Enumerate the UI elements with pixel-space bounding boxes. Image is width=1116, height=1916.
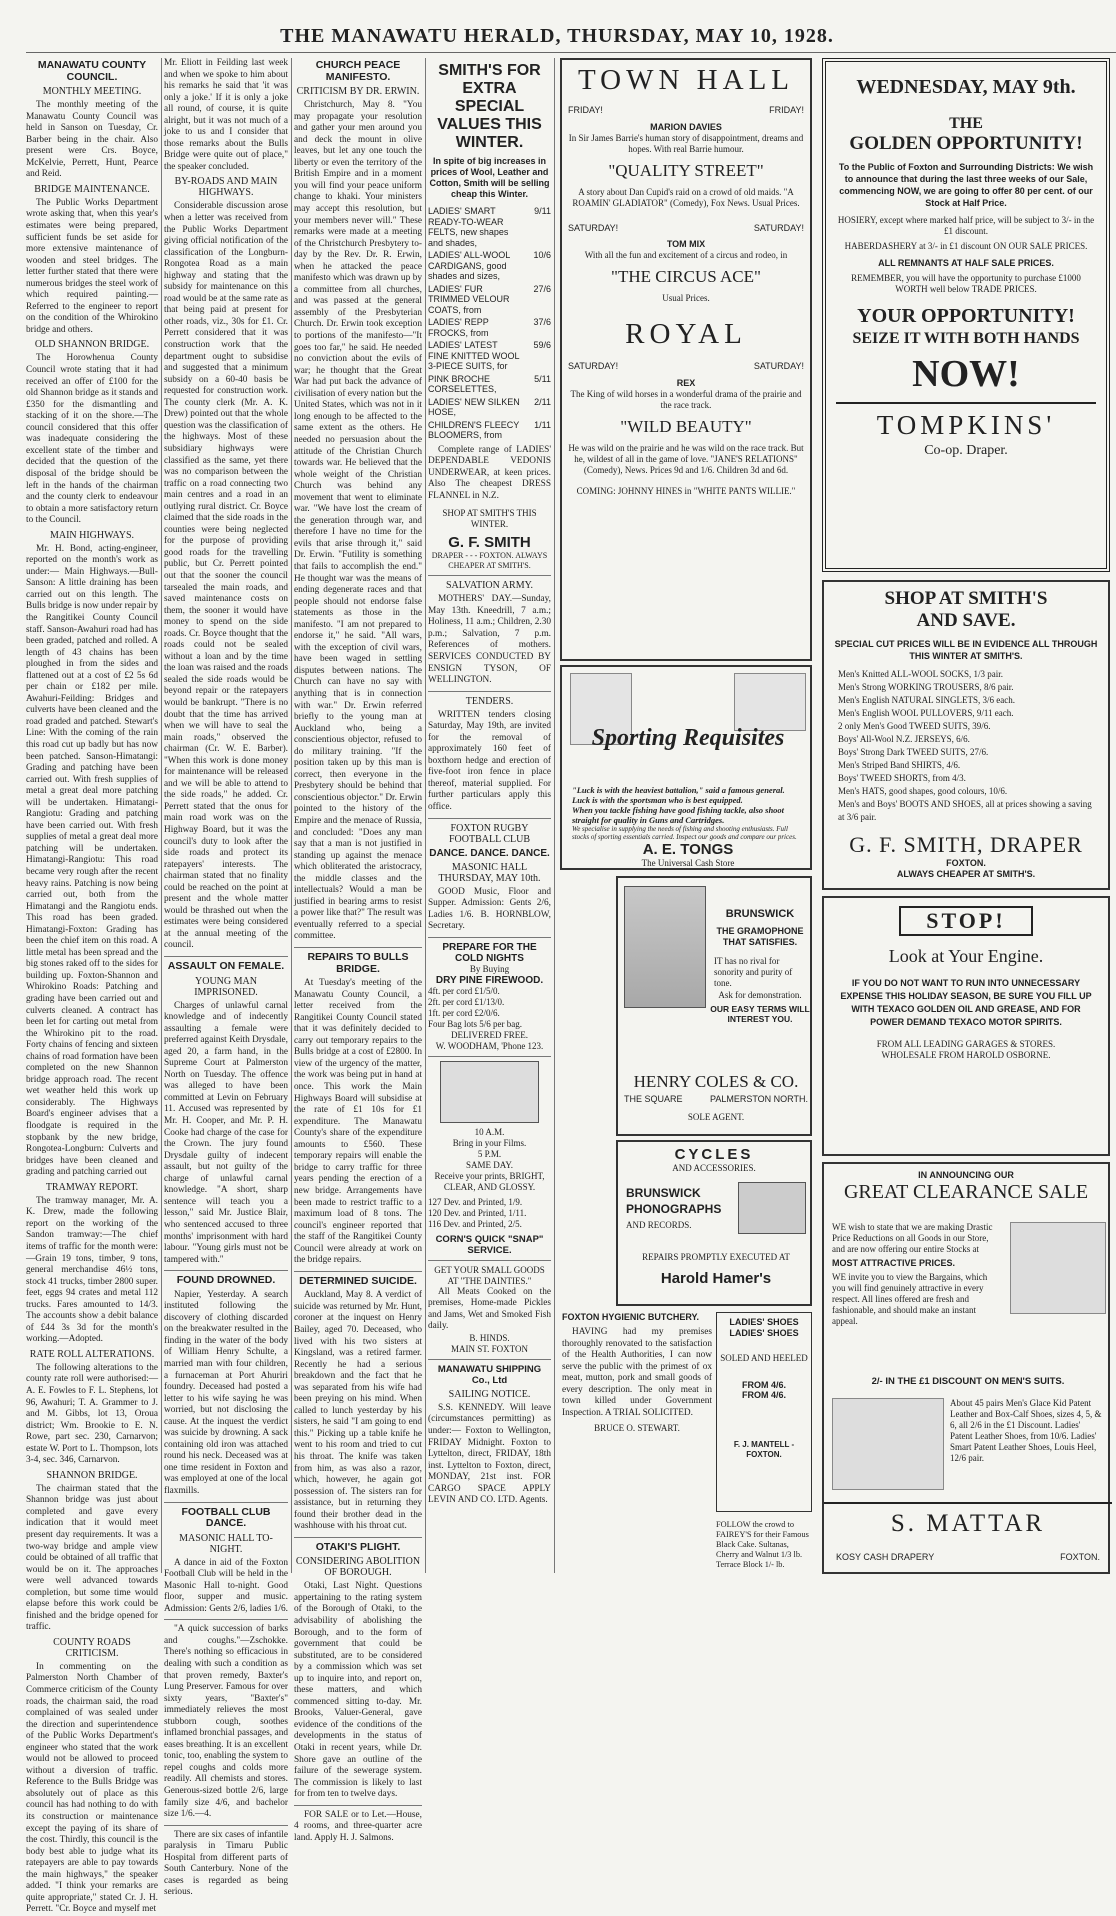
phonograph-picture [738,1182,806,1234]
article-text: The chairman stated that the Shannon bridge was just about completed and gave every indication that it would meet present day requirements. It was a two-way bridge and ample view could be obtained of all traffic that would be on it. The approaches were well advanced towards completion, but some time would elapse before this work could be finished and the bridge opened for traffic. [26,1483,158,1633]
mantell-price: FROM 4/6. [741,1390,786,1400]
article-title: REPAIRS TO BULLS BRIDGE. [307,951,409,975]
smith-ad-shop: SHOP AT SMITH'S THIS WINTER. [442,508,537,530]
town-hall-ad [560,58,812,661]
article-title: ASSAULT ON FEMALE. [167,960,285,973]
rugby-text: GOOD Music, Floor and Supper. Admission: Gents 2/6, Ladies 1/6. B. HORNBLOW, Secretary. [428,886,551,932]
hunter-picture [734,673,806,731]
article-title: OTAKI'S PLIGHT. [315,1540,401,1553]
film-camera-picture [440,1061,539,1123]
article-title: FOUND DROWNED. [176,1274,276,1287]
shipping-sub: SAILING NOTICE. [448,1388,531,1400]
smith-item-text: PINK BROCHE CORSELETTES, [428,373,497,394]
shoe-picture [1010,1222,1106,1314]
section-heading: MAIN HIGHWAYS. [49,529,135,541]
texaco-wholesale: WHOLESALE FROM HAROLD OSBORNE. [881,1050,1051,1060]
smith-item-text: LADIES' FUR TRIMMED VELOUR COATS, from [428,283,510,315]
article-text: The Public Works Department wrote asking that, when this year's estimates were being prepared, sufficient funds be set aside for more extensive maintenance of wooden and steel bridges. The letter further stated that there were numerous bridges the steel work of which required painting.—Referred to the engineer to report on the condition of the Whirokino bridge and others. [26,197,158,335]
section-heading: OLD SHANNON BRIDGE. [34,339,150,351]
mattar-text: WE wish to state that we are making Drastic Price Reductions on all Goods in our Store, and are now offering our entire Stocks at [832,1222,993,1254]
article-subtitle: CRITICISM BY DR. ERWIN. [296,86,420,98]
mantell-price: FROM 4/6. [741,1380,786,1390]
brunswick-city: PALMERSTON NORTH. [709,1094,808,1104]
smith-price-row [428,374,551,395]
smith-price-row [428,250,551,282]
article-text: Mr. Eliott in Feilding last week and when we spoke to him about his remarks he said that 'it was only a joke.' If it is only a joke all round, of course, it is quite alright, but it was not much of a joke to us and I consider that those remarks about the Bulls Bridge were quite out of place," the speaker concluded. [164,58,288,172]
tenders-heading: TENDERS. [465,695,514,707]
smiths-item: Boys' Strong Dark TWEED SUITS, 27/6. [838,747,989,757]
snap-price: 116 Dev. and Printed, 2/5. [428,1218,522,1229]
brunswick-name: HENRY COLES & CO. [633,1072,799,1091]
smith-item-price: 37/6 [533,317,551,327]
firewood-price: 4ft. per cord £1/5/0. [428,985,500,996]
firewood-heading: PREPARE FOR THE COLD NIGHTS [442,941,537,964]
article-text: Otaki, Last Night. Questions appertaining to the rating system of the Borough of Otaki, to the advisability of abolishing the Borough, and to the form of government that could be substituted, are to be considered by a commission which was set up to inquire into, and report on, these matters, and which commenced sitting to-day. Mr. Brooks, Valuer-General, gave evidence of the conditions of the developments in the status of Otaki in recent years, while Dr. Shore gave an outline of the failure of the sewerage system. The commission is likely to last for from ten to twelve days. [294,1581,422,1800]
mantell-ad [716,1312,812,1512]
column-3 [294,58,422,1843]
rugby-where: MASONIC HALL THURSDAY, MAY 10th. [438,861,541,884]
smith-item-price: 5/11 [534,373,551,384]
firewood-prices [428,986,551,1030]
brunswick-ask: Ask for demonstration. [718,990,802,1000]
film-title: "WILD BEAUTY" [620,416,752,436]
butchery-text: HAVING had my premises thoroughly renovated to the satisfaction of the Health Authorities, I can now serve the public with the primest of ox meat, mutton, pork and small goods of every description. The only meat in town killed under Government Inspection. A TRIAL SOLICITED. [562,1327,712,1418]
firewood-price: 1ft. per cord £2/0/6. [428,1007,500,1018]
saturday-label: SATURDAY! [753,222,804,233]
section-heading: RATE ROLL ALTERATIONS. [29,1348,155,1360]
smith-item-text: LADIES' LATEST FINE KNITTED WOOL 3-PIECE SUITS, for [428,340,520,371]
cycles-repairs: REPAIRS PROMPTLY EXECUTED AT [642,1252,790,1262]
saturday-label: SATURDAY! [753,361,804,371]
shipping-text: S.S. KENNEDY. Will leave (circumstances permitting) as under:— Foxton to Wellington, FRIDAY Midnight. Foxton to Lyttelton, direct, FRIDAY, 18th inst. Lyttelton to Foxton, direct, MONDAY, 21st inst. FOR CARGO SPACE APPLY LEVIN AND CO. LTD. Agents. [428,1402,551,1506]
column-rule [425,58,426,1573]
smiths-item: Boys' TWEED SHORTS, from 4/3. [838,773,966,783]
stop-title: STOP! [926,908,1006,933]
texaco-garages: FROM ALL LEADING GARAGES & STORES. [876,1039,1056,1049]
mantell-name: F. J. MANTELL - FOXTON. [733,1440,795,1459]
article-subtitle: MONTHLY MEETING. [42,86,142,98]
smiths-price-list [824,668,1108,824]
brunswick-addr: THE SQUARE [624,1094,683,1104]
film-extra: A story about Dan Cupid's raid on a crowd of old maids. "A ROAMIN' GLADIATOR" (Comedy), Fox News. Usual Prices. [572,186,800,208]
tompkins-remember: REMEMBER, you will have the opportunity to purchase £1000 WORTH well below TRADE PRICES. [851,273,1081,294]
film-desc: With all the fun and excitement of a circus and rodeo, in [584,250,788,260]
butchery-name: BRUCE O. STEWART. [594,1423,680,1434]
smith-ad-name: G. F. SMITH [448,534,531,552]
salvation-text: MOTHERS' DAY.—Sunday, May 13th. Kneedrill, 7 a.m.; Holiness, 11 a.m.; Children, 2.30 p.m.; Salvation, 7 p.m. References of mothers. SERVICES CONDUCTED BY ENSIGN TYSON, OF WELLINGTON. [428,594,551,686]
tompkins-haber: HABERDASHERY at 3/- in £1 discount ON OUR SALE PRICES. [844,241,1088,251]
smiths-intro: SPECIAL CUT PRICES WILL BE IN EVIDENCE ALL THROUGH THIS WINTER AT SMITH'S. [834,639,1098,661]
section-heading: TRAMWAY REPORT. [45,1181,139,1193]
tompkins-the: THE [949,115,983,132]
snap-line: Receive your prints, BRIGHT, CLEAR, AND GLOSSY. [434,1170,545,1192]
smiths-ad [822,580,1110,890]
tompkins-now: NOW! [912,353,1020,395]
mattar-ad [822,1162,1110,1574]
rugby-heading: FOXTON RUGBY FOOTBALL CLUB [448,822,531,845]
smiths-title: AND SAVE. [916,610,1016,631]
classified-text: FOR SALE or to Let.—House, 4 rooms, and three-quarter acre land. Apply H. J. Salmons. [294,1809,422,1843]
snap-line: SAME DAY. [465,1159,514,1170]
article-text: Mr. H. Bond, acting-engineer, reported on the month's work as under:— Main Highways.—Bull-Sanson: A little draining has been carried out on this length. The Bulls bridge is now under repair by the Rangitikei County Council staff. Sanson-Awahuri road had has been graded, patched and rolled. A length of 43 chains has been ploughed in from the sides and flattened out at a cost of £2 5s 6d per chain or £182 per mile. Awahuri-Feilding: Bridges and culverts have been cleaned and the road graded and patched. Stewart's Line: With the coming of the rain this road cut up badly but has now been patched. Sanson-Himatangi: Grading and patching have been carried out. With fresh supplies of metal a great deal more patching will be undertaken. Himatangi-Rangiotu: Grading and patching have been carried out. With fresh supplies of metal a great deal more patching will be undertaken. Himatangi-Rangiotu: This road became very rough after the recent heavy rains. Patching is now being carried out, both from the Himatangi and the Rangiotu ends. This road has been graded. Himatangi-Foxton: Grading has been the chief item on this road. A little metal has been spread and the big stones raked off to the sides for building up. Foxton-Shannon and Whirokino Roads: Patching and grading have been carried out and culverts cleaned. A contract has been let for carting out metal from the Whirokino pit to the road. Forty chains of fencing and sixteen chains of road formation have been completed on the new Shannon bridge approach road. The recent wet weather held this work up considerably. The Highways Board's engineer advises that a floodgate is required in the stopbank by the new bridge, Rongotea-Longburn: Culverts and bridges have been cleaned and grading and patching carried out [26,543,158,1178]
mattar-discount: 2/- IN THE £1 DISCOUNT ON MEN'S SUITS. [871,1376,1065,1387]
friday-label: FRIDAY! [568,105,603,115]
article-title: MANAWATU COUNTY COUNCIL. [37,59,147,83]
article-text: Charges of unlawful carnal knowledge and of indecently assaulting a female were preferred against Keith Drysdale, aged 20, a farm hand, in the Supreme Court at Palmerston North on Tuesday. The offence was alleged to have been committed at Levin on February 11. Accused was represented by Mr. H. Cooper, and Mr. P. H. Cooke had charge of the case for the Crown. The jury found Drysdale guilty of indecent assault, but not guilty of the charge of unlawful carnal knowledge. "A short, sharp sentence will teach you a lesson," said Mr. Justice Blair, who sentenced accused to three months' imprisonment with hard labour. "Young girls must not be tampered with." [164,1000,288,1265]
snap-name: CORN'S QUICK "SNAP" SERVICE. [435,1233,544,1256]
article-subtitle: YOUNG MAN IMPRISONED. [194,975,258,998]
article-title: CHURCH PEACE MANIFESTO. [315,59,401,83]
smiths-item: Men's English WOOL PULLOVERS, 9/11 each. [838,708,1014,718]
mattar-foot: FOXTON. [1060,1552,1100,1562]
snap-price: 127 Dev. and Printed, 1/9. [428,1196,523,1207]
masthead [0,0,1114,52]
mattar-title: GREAT CLEARANCE SALE [843,1181,1089,1203]
mattar-shoes: About 45 pairs Men's Glace Kid Patent Leather and Box-Calf Shoes, sizes 4, 5, & 6, all 2/6 in the £1 Discount. Ladies' Patent Leather Shoes, from 10/6. Ladies' Smart Patent Leather Shoes, Louis Heel, 12/6 pair. [950,1398,1102,1463]
section-heading: SHANNON BRIDGE. [46,1469,138,1481]
tongs-quote: "Luck is with the heaviest battalion," said a famous general. Luck is with the sportsman who is best equipped. [572,785,785,805]
smiths-item: Men's English NATURAL SINGLETS, 3/6 each. [838,695,1016,705]
tompkins-ad [822,58,1110,572]
column-rule [161,58,162,1573]
smith-item-price: 9/11 [534,206,551,216]
firewood-deliver: DELIVERED FREE. [451,1029,528,1040]
smiths-item: Men's HATS, good shapes, good colours, 10/6. [838,786,1008,796]
smiths-item: Men's Striped Band SHIRTS, 4/6. [838,760,961,770]
tompkins-remnants: ALL REMNANTS AT HALF SALE PRICES. [878,258,1054,268]
article-text: Napier, Yesterday. A search instituted following the discovery of clothing discarded on the breakwater resulted in the finding in the water of the body of William Henry Schulte, a married man with four children, a furnaceman at Port Ahuriri foundry. Deceased had posted a letter to his wife saying he was worried, but not disclosing the cause. At the inquest the verdict was suicide by drowning. A sack containing old iron was attached round his neck. Deceased was at one time resident in Foxton and was employed at one of the local flaxmills. [164,1289,288,1496]
article-text: A dance in aid of the Foxton Football Club will be held in the Masonic Hall to-night. Good floor, supper and music. Admission: Gents 2/6, ladies 1/6. [164,1557,288,1614]
texaco-ad [822,896,1110,1156]
film-desc: In Sir James Barrie's human story of disappointment, dreams and hopes. With real Barrie humour. [568,132,804,154]
smith-item-text: LADIES' SMART READY-TO-WEAR FELTS, new shapes and shades, [428,206,509,248]
column-rule [291,58,292,1573]
salvation-heading: SALVATION ARMY. [445,580,534,592]
article-subtitle: CONSIDERING ABOLITION OF BOROUGH. [295,1556,421,1579]
smith-price-row [428,206,551,248]
texaco-text: IF YOU DO NOT WANT TO RUN INTO UNNECESSARY EXPENSE THIS HOLIDAY SEASON, BE SURE YOU FILL UP WITH TEXACO GOLDEN OIL AND GREASE, AND FOR POWER DEMAND TEXACO MOTOR SPIRITS. [840,978,1092,1027]
article-text: The tramway manager, Mr. A. K. Drew, made the following report on the working of the Sandon tramway:—The chief items of traffic for the month were:—Grain 19 tons, timber, 9 tons, general merchandise 46½ tons, stock 41 trucks, timber 2800 super. feet, eggs 94 crates and metal 112 trucks. Fares amounted to 14/3. The accounts show a debit balance of £44 3s 3d for the month's working.—Adopted. [26,1195,158,1345]
film-title: "QUALITY STREET" [608,160,764,180]
film-desc: The King of wild horses in a wonderful drama of the prairie and the race track. [570,388,802,410]
tompkins-name: TOMPKINS' [876,410,1056,440]
mens-shoe-picture [832,1398,944,1490]
tongs-name: A. E. TONGS [642,841,734,858]
mattar-invite: WE invite you to view the Bargains, which you will find genuinely attractive in every respect. All lines offered are fresh and fashionable, and should make an instant appeal. [832,1272,988,1326]
firewood-buy: By Buying [469,963,510,974]
butchery-ad [562,1312,712,1570]
smith-price-row [428,317,551,338]
brunswick-title: BRUNSWICK [725,908,795,920]
article-text: In commenting on the Palmerston North Chamber of Commerce criticism of the County roads, the chairman said, the road complained of was sealed under the direction and superintendence of the Public Works Department's engineer who stated that the work would not be allowed to proceed without a diversion of traffic. Reference to the Bulls Bridge was absolutely out of place as this council has had nothing to do with its construction or maintenance except the paying of its share of the cost. Thirdly, this council is the body best able to judge what its ratepayers are able to pay towards the main highways," the speaker added. "I think your remarks are quite appropriate," stated Cr. J. H. Perrett. "Cr. Boyce and myself met [26,1661,158,1915]
article-title: FOOTBALL CLUB DANCE. [181,1505,271,1530]
snap-lines [428,1127,551,1193]
tenders-text: WRITTEN tenders closing Saturday, May 19th, are invited for the removal of approximately 160 feet of boxthorn hedge and erection of five-foot iron fence in place thereof, material supplied. For further particulars apply this office. [428,709,551,812]
smith-item-text: LADIES' ALL-WOOL CARDIGANS, good shades and sizes, [428,250,510,281]
tompkins-hosiery: HOSIERY, except where marked half price, will be subject to 3/- in the £1 discount. [837,215,1095,236]
smith-price-row [428,284,551,316]
film-title: "THE CIRCUS ACE" [611,267,761,286]
article-text: At Tuesday's meeting of the Manawatu County Council, a letter received from the Rangitikei County Council stated that it was definitely decided to carry out temporary repairs to the Bulls bridge at a cost of £2800. In view of the urgency of the matter, the work was being put in hand at once. This work the Main Highways Board will subsidise at the rate of £1 10s for £1 expenditure. The Manawatu County's share of the expenditure amounts to £560. These temporary repairs will enable the bridge to carry traffic for three years pending the erection of a new bridge. Arrangements have been made to restrict traffic to a maximum load of 8 tons. The council's engineer reported that the staff of the Rangitikei County Council were already at work on the bridge repairs. [294,978,422,1266]
cycles-ad [616,1140,812,1306]
smith-item-text: CHILDREN'S FLEECY BLOOMERS, from [428,419,520,440]
article-text: Christchurch, May 8. "You may propagate your resolution and gather your men around you and deck the mount in olive leaves, but let any one touch the liberty or even the territory of the British Empire and in a moment you will find your peace uniform change to khaki. Your ministers may accept this resolution, but your members never will." These remarks were made at a meeting of the Christchurch Presbytery to-day by the Rev. Dr. R. Erwin, when he attacked the peace manifesto which was drawn up by a committee from all churches, and was passed at the general assembly of the Presbyterian Church. Dr. Erwin took exception to portions of the manifesto—"It goes too far," he said. He needed no conviction about the evils of war; he thought that the Great War had put back the advance of civilisation of every nation but the United States, which was not in it long enough to be affected to the same extent as the others. He needed no persuasion about the attitude of the Christian Church towards war. He believed that the whole weight of the Christian Church was behind any movement that went to eliminate war. "We have lost the cream of the generation through war, and therefore I have no time for the evils that arise through it," said Dr. Erwin. "Futility is something that fails to accomplish the end." He thought war was the means of ending degenerate races and that people should not endorse false statements as those in the manifesto. "I am not prepared to endorse it," he said. "All wars, with the exception of civil wars, have been waged in settling disputes between nations. The Church can have no say with anything that is in connection with war." Dr. Erwin referred briefly to the young man at Auckland who, being a conscientious objector, refused to do military training. "If the position taken up by this man is correct, then everyone in the Presbytery should be behind that conscientious objector." Dr. Erwin pointed to the history of the Empire and the menace of Russia, and concluded: "Does any man say that a man is not justified in standing up against the menace which obliterated the aristocracy, the middle classes and the intellectuals? Would a man be justified in bearing arms to resist a power like that?" The result was eventually referred to a special committee. [294,100,422,942]
saturday-label: SATURDAY! [568,222,619,233]
snap-line: 10 A.M. [474,1126,505,1137]
brunswick-terms: OUR EASY TERMS WILL INTEREST YOU. [710,1004,810,1024]
column-4 [428,58,551,1573]
star-name: MARION DAVIES [650,121,722,132]
smith-price-row [428,340,551,372]
film-extra: He was wild on the prairie and he was wild on the race track. But he, wildest of all in the game of love. "JANE'S RELATIONS" (Comedy), News. Prices 9d and 1/6. Children 3d and 6d. [568,442,804,475]
sporting-title: Sporting Requisites [591,725,785,751]
firewood-name: W. WOODHAM, 'Phone 123. [435,1040,544,1051]
smith-ad-title: SMITH'S FOR EXTRA SPECIAL VALUES THIS WINTER. [437,62,542,151]
dainties-heading: GET YOUR SMALL GOODS AT "THE DAINTIES." [434,1264,545,1286]
article-subtitle: MASONIC HALL TO-NIGHT. [179,1532,273,1555]
masthead-rule [26,52,1116,53]
dainties-addr: MAIN ST. FOXTON [451,1343,528,1354]
smiths-item: Men's Knitted ALL-WOOL SOCKS, 1/3 pair. [838,669,1004,679]
stop-sign [899,906,1033,936]
tompkins-seize: SEIZE IT WITH BOTH HANDS [852,330,1080,347]
smiths-foxton: FOXTON. [946,858,986,868]
mattar-foot: KOSY CASH DRAPERY [836,1552,935,1562]
smith-item-price: 59/6 [533,340,551,350]
smith-ad-range: Complete range of LADIES' DEPENDABLE VEDONIS UNDERWEAR, at keen prices. Also The cheapest DRESS FLANNEL in N.Z. [428,444,551,501]
snap-line: 5 P.M. [477,1148,502,1159]
dainties-name: B. HINDS. [469,1332,510,1343]
article-text: The Horowhenua County Council wrote stating that it had received an offer of £100 for the old Shannon bridge as it stands and £350 for the dismantling and stacking of it on the shore.—The council considered that this offer was inadequate considering the excellent state of the timber and decided that the question of the disposal of the bridge should be left in the hands of the chairman and the county clerk to endeavour to obtain a more satisfactory return to the Council. [26,353,158,526]
brunswick-ad [616,876,812,1136]
saturday-label: SATURDAY! [568,361,619,371]
smith-ad-foot: DRAPER - - - FOXTON. ALWAYS CHEAPER AT SMITH'S. [431,551,548,571]
royal-title: ROYAL [625,318,747,350]
column-2 [164,58,288,1898]
tongs-ad [560,665,812,870]
dainties-text: All Meats Cooked on the premises, Home-made Pickles and Jams, Wet and Smoked Fish daily. [428,1286,551,1332]
butchery-title: FOXTON HYGIENIC BUTCHERY. [562,1312,700,1322]
smith-item-text: LADIES' NEW SILKEN HOSE, [428,396,520,417]
article-text: The monthly meeting of the Manawatu County Council was held in Sanson on Tuesday, Cr. Barber being in the chair. Also present were Crs. Boyce, McKelvie, Perrett, Hunt, Pearce and Reid. [26,100,158,180]
snap-price: 120 Dev. and Printed, 1/11. [428,1207,527,1218]
tompkins-golden: GOLDEN OPPORTUNITY! [849,133,1083,154]
firewood-price: Four Bag lots 5/6 per bag. [428,1018,522,1029]
article-text: The following alterations to the county rate roll were authorised:— A. E. Fowles to F. L. Stephens, lot 96, Awahuri; T. A. Grammer to J. and M. Gibbs, lot 13, Oroua district; Wm. Brookie to E. N. Rowe, part sec. 230, Carnarvon; estate W. Port to L. Thompson, lots 3-4, sec. 346, Carnarvon. [26,1362,158,1466]
smiths-item: 2 only Men's Good TWEED SUITS, 39/6. [838,721,991,731]
cycles-name: Harold Hamer's [660,1270,772,1287]
brunswick-agent: SOLE AGENT. [687,1112,745,1122]
mattar-name: S. MATTAR [890,1510,1046,1537]
smith-price-row [428,397,551,418]
mantell-title: LADIES' SHOES [729,1328,799,1338]
cycles-brunswick: BRUNSWICK [626,1186,701,1200]
article-title: DETERMINED SUICIDE. [299,1274,417,1287]
mantell-sub: SOLED AND HEELED [720,1353,808,1363]
section-heading: COUNTY ROADS CRITICISM. [53,1636,131,1659]
fairey-ad: FOLLOW the crowd to FAIREY'S for their Famous Black Cake. Sultanas, Cherry and Walnut 1/3 lb. Terrace Block 1/- lb. [716,1520,809,1569]
mattar-announce: IN ANNOUNCING OUR [918,1170,1014,1180]
smiths-cheaper: ALWAYS CHEAPER AT SMITH'S. [896,869,1036,879]
masthead-title: THE MANAWATU HERALD, THURSDAY, MAY 10, 1928. [280,25,834,47]
smith-item-price: 27/6 [533,283,551,294]
mantell-title: LADIES' SHOES [729,1317,799,1327]
firewood-price: 2ft. per cord £1/13/0. [428,996,505,1007]
texaco-look: Look at Your Engine. [888,946,1044,966]
brunswick-sub: THE GRAMOPHONE THAT SATISFIES. [716,926,804,947]
smiths-item: Men's Strong WORKING TROUSERS, 8/6 pair. [838,682,1014,692]
star-name: REX [676,377,696,388]
cycles-phono: PHONOGRAPHS [626,1202,722,1216]
rugby-dance: DANCE. DANCE. DANCE. [429,847,550,859]
cycles-title: CYCLES [674,1146,754,1163]
snap-prices [428,1197,551,1230]
smith-item-text: LADIES' REPP FROCKS, from [428,317,489,338]
smith-ad-intro: In spite of big increases in prices of Wool, Leather and Cotton, Smith will be selling cheap this Winter. [429,156,550,199]
friday-label: FRIDAY! [769,105,804,115]
smiths-item: Boys' All-Wool N.Z. JERSEYS, 6/6. [838,734,970,744]
tongs-small: We specialise in supplying the needs of fishing and shooting enthusiasts. Full stocks of sporting essentials carried. Inspect our goods and compare our prices. [572,825,797,841]
section-heading: BRIDGE MAINTENANCE. [34,183,150,195]
cycles-records: AND RECORDS. [626,1220,692,1230]
gramophone-picture [624,886,706,1008]
article-text: There are six cases of infantile paralysis in Timaru Public Hospital from different parts of South Canterbury. None of the cases is regarded as being serious. [164,1829,288,1898]
tompkins-intro: To the Public of Foxton and Surrounding Districts: We wish to announce that during the last three weeks of our Sale, commencing NOW, we are going to offer 80 per cent. of our Stock at Half Price. [838,162,1094,208]
cycles-sub: AND ACCESSORIES. [672,1163,756,1173]
shipping-heading: MANAWATU SHIPPING Co., Ltd [437,1363,542,1386]
section-heading: BY-ROADS AND MAIN HIGHWAYS. [174,176,278,199]
snap-line: Bring in your Films. [452,1137,527,1148]
tongs-text: When you tackle fishing have good fishing tackle, also shoot straight for quality in Guns and Cartridges. [572,805,785,825]
smith-item-price: 10/6 [533,250,551,260]
tongs-sub: The Universal Cash Store [641,858,735,868]
smiths-item: Men's and Boys' BOOTS AND SHOES, all at prices showing a saving at 3/6 pair. [838,799,1092,822]
brunswick-text: IT has no rival for sonority and purity of tone. [714,956,793,988]
smith-price-list [428,206,551,441]
mattar-attractive: MOST ATTRACTIVE PRICES. [832,1258,956,1268]
column-1 [26,58,158,1915]
smiths-name: G. F. SMITH, DRAPER [849,832,1083,857]
tompkins-sub: Co-op. Draper. [924,443,1008,458]
baxter-ad-text: "A quick succession of barks and coughs."—Zschokke. There's nothing so efficacious in dealing with such a condition as that proven remedy, Baxter's Lung Preserver. Famous for over sixty years, "Baxter's" immediately relieves the most stubborn cough, soothes inflamed bronchial passages, and eases breathing. It is an excellent tonic, too, enabling the system to repel coughs and colds more readily. All chemists and stores. Generous-sized bottle 2/6, large family size 4/6, and bachelor size 1/6.—4. [164,1624,288,1820]
smiths-title: SHOP AT SMITH'S [884,588,1048,609]
film-extra: Usual Prices. [662,293,710,303]
firewood-title: DRY PINE FIREWOOD. [435,974,544,986]
article-text: Considerable discussion arose when a letter was received from the Public Works Department giving official notification of the classification of the Longburn-Rongotea Road as a main highway and stating that the subsidy for maintenance on this road would be at the same rate as that being paid at present for other roads, viz., 30s for £1. Cr. Perrett considered that it was construction work that the department ought to subsidise and suggested that a minimum subsidy on a 60-40 basis be requested for construction work. The county clerk (Mr. A. K. Drew) pointed out that the whole question was the classification of the highways. Most of these subsidiary highways were classified as the same, yet there was no comparison between the traffic on a road connecting two main centres and a road in an outlying rural district. Cr. Boyce claimed that the side roads in the counties were being neglected for the purpose of providing good roads for the travelling public, but Cr. Perrett pointed out that the sooner the council tarsealed the main roads, and saved maintenance costs on them, the sooner it would have money to spend on the side roads. Cr. Boyce thought that the roads could not be sealed without a loan and by the time the loan was raised and the roads sealed the side roads would be beyond repair or the ratepayers would be bankrupt. "There is no doubt that the time has arrived when we will have to seal the main roads," observed the chairman (Cr. W. E. Barber). "When this work is done money for maintenance will be released and we will be able to attend to the side roads," he added. Cr. Perrett stated that the onus for main road work was on the Highway Board, but it was the council's duty to look after the side roads and protect its ratepayers' interests. The chairman stated that no finality could be reached on the point at present and the whole matter would be thrashed out when the estimates were being considered at the annual meeting of the council. [164,201,288,951]
article-text: Auckland, May 8. A verdict of suicide was returned by Mr. Hunt, coroner at the inquest on Henry Bailey, aged 70. Deceased, who lived with his two sisters at Kingsland, was a retired farmer. Recently he had a serious breakdown and the fact that he was separated from his wife had been preying on his mind. When called to lunch yesterday by his sisters, he said "I am going to end this." Picking up a table knife he went to his room and tried to cut his throat. The knife was taken from him, as was also a razor, which, however, he again got possession of. The sisters ran for assistance, but in returning they found their brother dead in the washhouse with his throat cut. [294,1290,422,1532]
smith-item-price: 2/11 [534,396,551,407]
column-rule [554,58,555,1573]
coming-text: COMING: JOHNNY HINES in "WHITE PANTS WILLIE." [576,485,796,496]
smith-item-price: 1/11 [534,419,551,430]
tompkins-date: WEDNESDAY, MAY 9th. [856,76,1076,98]
smith-price-row [428,420,551,441]
town-hall-title: TOWN HALL [577,64,794,96]
tompkins-yours: YOUR OPPORTUNITY! [857,305,1075,327]
star-name: TOM MIX [666,239,706,249]
